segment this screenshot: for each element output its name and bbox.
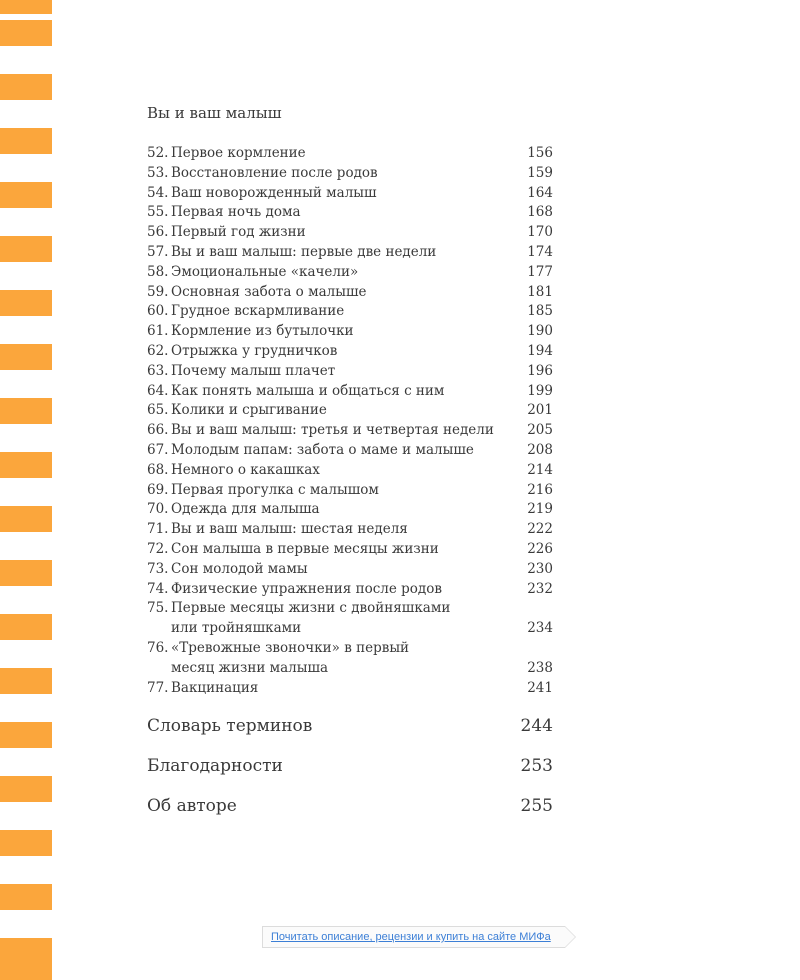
toc-entry-page: 190 (527, 323, 553, 340)
toc-entry-title: Ваш новорожденный малыш (171, 184, 377, 201)
stripe-block (0, 182, 52, 208)
toc-entry-page: 232 (527, 580, 553, 597)
toc-entry-title: Колики и срыгивание (171, 402, 327, 419)
stripe-block (0, 560, 52, 586)
toc-entry-title: Грудное вскармливание (171, 303, 345, 320)
stripe-block (0, 398, 52, 424)
toc-entry-title: Первый год жизни (171, 224, 306, 241)
toc-entry-page: 196 (527, 362, 553, 379)
stripe-block (0, 884, 52, 910)
toc-entry-number: 59. (147, 283, 169, 300)
toc-entry-number: 57. (147, 243, 169, 260)
toc-entry-page: 230 (527, 560, 553, 577)
toc-entry-number: 64. (147, 382, 169, 399)
toc-entry-number: 58. (147, 263, 169, 280)
toc-entry-title: Одежда для малыша (171, 501, 320, 518)
stripe-block (0, 668, 52, 694)
toc-entry-number: 53. (147, 164, 169, 181)
toc-entry-number: 60. (147, 303, 169, 320)
arrow-shape (565, 927, 575, 947)
toc-entry (147, 342, 553, 362)
stripe-block (0, 722, 52, 748)
toc-entry-number: 63. (147, 362, 169, 379)
toc-entry-page: 241 (527, 679, 553, 696)
toc-entry-title: Молодым папам: забота о маме и малыше (171, 441, 474, 458)
toc-entry (147, 263, 553, 283)
back-matter-title: Об авторе (147, 796, 237, 816)
stripe-block (0, 506, 52, 532)
toc-entry (147, 599, 553, 639)
toc-entry (147, 540, 553, 560)
toc-entry-number: 76. (147, 639, 169, 656)
toc-entry-title: Сон молодой мамы (171, 560, 308, 577)
stripe-block (0, 938, 52, 964)
toc-entry-number: 52. (147, 145, 169, 161)
toc-entry-page: 216 (527, 481, 553, 498)
toc-entry-number: 65. (147, 402, 169, 419)
toc-entry (147, 362, 553, 382)
toc-entry-title: Сон малыша в первые месяцы жизни (171, 540, 439, 557)
toc-entry-title: Кормление из бутылочки (171, 323, 354, 340)
back-matter-title: Благодарности (147, 756, 283, 776)
toc-entry-number: 71. (147, 521, 169, 538)
toc-entry-title: Восстановление после родов (171, 164, 378, 181)
toc-entry-number: 75. (147, 600, 169, 617)
stripe-block (0, 20, 52, 46)
toc-entry (147, 302, 553, 322)
stripe-block (0, 776, 52, 802)
toc-entry-title: Первая ночь дома (171, 204, 301, 221)
toc-entry (147, 184, 553, 204)
toc-entry-number: 56. (147, 224, 169, 241)
toc-entry-page: 156 (527, 145, 553, 161)
stripe-block (0, 128, 52, 154)
stripe-block (0, 452, 52, 478)
back-matter-entry (147, 753, 553, 793)
toc-entry (147, 164, 553, 184)
toc-entry-title: Физические упражнения после родов (171, 580, 442, 597)
toc-entry (147, 223, 553, 243)
toc-entry-page: 194 (527, 342, 553, 359)
toc-entry-number: 61. (147, 323, 169, 340)
stripe-block (0, 236, 52, 262)
toc-entry-title: Вакцинация (171, 679, 259, 696)
toc-entry (147, 322, 553, 342)
toc-entry-number: 55. (147, 204, 169, 221)
toc-entry-page: 181 (527, 283, 553, 300)
buy-link[interactable] (262, 926, 565, 948)
toc-entry-page: 185 (527, 303, 553, 320)
back-matter-page: 253 (520, 756, 553, 776)
toc-entry (147, 401, 553, 421)
toc-entry-title: Эмоциональные «качели» (171, 263, 359, 280)
toc-entry-page: 226 (527, 540, 553, 557)
back-matter-title: Словарь терминов (147, 716, 313, 736)
stripe-block (0, 964, 52, 980)
toc-entry (147, 560, 553, 580)
toc-entry-title: Первые месяцы жизни с двойняшками или тройняшками (171, 600, 451, 637)
toc-entry-page: 214 (527, 461, 553, 478)
toc-entry (147, 243, 553, 263)
toc-entry-page: 199 (527, 382, 553, 399)
toc-entry-page: 174 (527, 243, 553, 260)
toc-entry-title: Вы и ваш малыш: третья и четвертая недели (171, 422, 494, 439)
toc-entry (147, 500, 553, 520)
toc-entry-title: Немного о какашках (171, 461, 320, 478)
toc-entry-number: 62. (147, 342, 169, 359)
toc-entry-page: 201 (527, 402, 553, 419)
toc-entry-page: 205 (527, 422, 553, 439)
toc-entry (147, 639, 553, 679)
toc-entry-number: 68. (147, 461, 169, 478)
back-matter-entry (147, 793, 553, 833)
toc-entry-title: Основная забота о малыше (171, 283, 367, 300)
stripe-block (0, 344, 52, 370)
toc-entry-number: 67. (147, 441, 169, 458)
stripe-block (0, 0, 52, 14)
toc-entry-page: 238 (527, 659, 553, 676)
toc-entry-page: 208 (527, 441, 553, 458)
toc-entry (147, 461, 553, 481)
toc-entry (147, 679, 553, 699)
toc-entry (147, 382, 553, 402)
stripe-block (0, 290, 52, 316)
buy-link-label: Почитать описание, рецензии и купить на сайте МИФа (271, 931, 551, 943)
decorative-side-stripe (0, 0, 52, 980)
toc-entry-title: Первое кормление (171, 145, 306, 161)
toc-entry-page: 159 (527, 164, 553, 181)
toc-entry-page: 170 (527, 224, 553, 241)
toc-entry (147, 283, 553, 303)
toc-entry-page: 219 (527, 501, 553, 518)
toc-entry-page: 164 (527, 184, 553, 201)
toc-entry-number: 72. (147, 540, 169, 557)
toc-entry-title: Почему малыш плачет (171, 362, 336, 379)
section-title: Вы и ваш малыш (147, 104, 282, 122)
toc-entry (147, 580, 553, 600)
toc-entry-number: 54. (147, 184, 169, 201)
back-matter-page: 255 (520, 796, 553, 816)
back-matter-list (147, 713, 553, 833)
toc-entry (147, 481, 553, 501)
stripe-block (0, 74, 52, 100)
stripe-block (0, 830, 52, 856)
table-of-contents (147, 144, 553, 698)
toc-entry (147, 421, 553, 441)
toc-entry (147, 203, 553, 223)
toc-entry-number: 69. (147, 481, 169, 498)
toc-entry (147, 441, 553, 461)
toc-entry-title: Вы и ваш малыш: первые две недели (171, 243, 437, 260)
toc-entry-page: 234 (527, 620, 553, 637)
toc-entry (147, 144, 553, 164)
toc-entry-title: Первая прогулка с малышом (171, 481, 379, 498)
toc-entry-number: 66. (147, 422, 169, 439)
toc-entry-title: Как понять малыша и общаться с ним (171, 382, 445, 399)
toc-entry-page: 222 (527, 521, 553, 538)
toc-entry-title: «Тревожные звоночки» в первый месяц жизни малыша (171, 639, 410, 676)
toc-entry-page: 168 (527, 204, 553, 221)
toc-entry-number: 73. (147, 560, 169, 577)
toc-entry-number: 70. (147, 501, 169, 518)
toc-entry (147, 520, 553, 540)
toc-entry-title: Отрыжка у грудничков (171, 342, 338, 359)
toc-entry-number: 77. (147, 679, 169, 696)
back-matter-entry (147, 713, 553, 753)
toc-entry-number: 74. (147, 580, 169, 597)
toc-entry-page: 177 (527, 263, 553, 280)
back-matter-page: 244 (520, 716, 553, 736)
stripe-block (0, 614, 52, 640)
toc-entry-title: Вы и ваш малыш: шестая неделя (171, 521, 408, 538)
